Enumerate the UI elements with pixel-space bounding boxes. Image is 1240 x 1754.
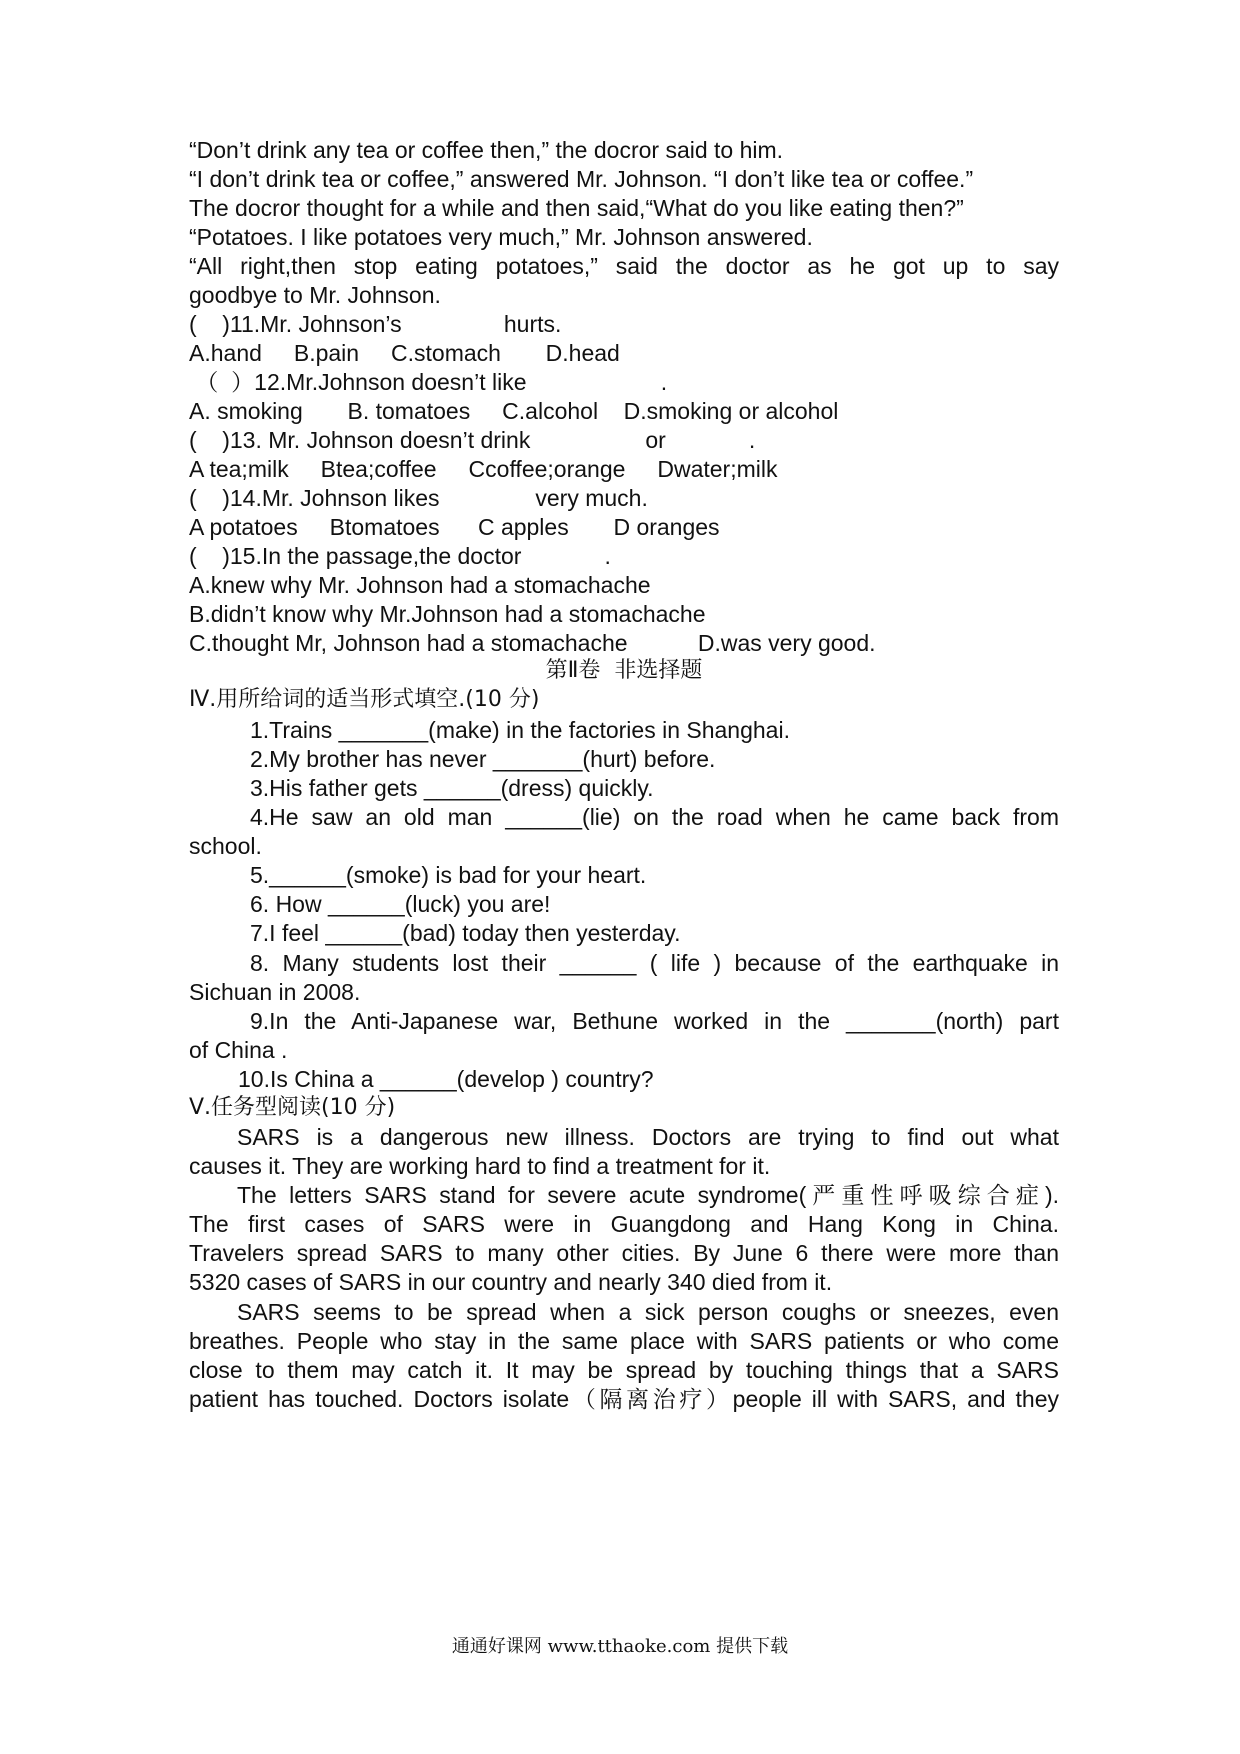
- fill-blank-item: 5.______(smoke) is bad for your heart.: [250, 862, 647, 888]
- fill-blank-item: 3.His father gets ______(dress) quickly.: [250, 775, 654, 801]
- question-15-stem: ( )15.In the passage,the doctor .: [189, 543, 611, 569]
- question-12-stem: （ ）12.Mr.Johnson doesn’t like .: [189, 369, 668, 395]
- fill-blank-item: 8. Many students lost their ______ ( life ) because of the earthquake in: [250, 950, 1059, 976]
- passage-line: “All right,then stop eating potatoes,” said the doctor as he got up to say: [189, 253, 1059, 279]
- question-11-stem: ( )11.Mr. Johnson’s hurts.: [189, 311, 562, 337]
- question-14-options: A potatoes Btomatoes C apples D oranges: [189, 514, 720, 540]
- fill-blank-item: 1.Trains _______(make) in the factories in Shanghai.: [250, 717, 790, 743]
- reading-line: SARS is a dangerous new illness. Doctors are trying to find out what: [237, 1124, 1059, 1150]
- question-11-options: A.hand B.pain C.stomach D.head: [189, 340, 620, 366]
- question-13-stem: ( )13. Mr. Johnson doesn’t drink or .: [189, 427, 756, 453]
- question-15-option-cd: C.thought Mr, Johnson had a stomachache D.was very good.: [189, 630, 876, 656]
- reading-line: SARS seems to be spread when a sick person coughs or sneezes, even: [237, 1299, 1059, 1325]
- reading-line: The letters SARS stand for severe acute syndrome(严重性呼吸综合症).: [237, 1182, 1059, 1208]
- question-15-option-a: A.knew why Mr. Johnson had a stomachache: [189, 572, 651, 598]
- question-14-stem: ( )14.Mr. Johnson likes very much.: [189, 485, 648, 511]
- fill-blank-item-continued: Sichuan in 2008.: [189, 979, 361, 1005]
- section-5-heading: Ⅴ.任务型阅读(10 分): [189, 1095, 396, 1120]
- reading-line: 5320 cases of SARS in our country and nearly 340 died from it.: [189, 1269, 833, 1295]
- fill-blank-item: 6. How ______(luck) you are!: [250, 891, 551, 917]
- reading-line: The first cases of SARS were in Guangdong and Hang Kong in China.: [189, 1211, 1059, 1237]
- reading-line: patient has touched. Doctors isolate（隔离治疗）people ill with SARS, and they: [189, 1386, 1059, 1412]
- passage-line: The docror thought for a while and then said,“What do you like eating then?”: [189, 195, 964, 221]
- fill-blank-item-continued: school.: [189, 833, 262, 859]
- reading-line: close to them may catch it. It may be spread by touching things that a SARS: [189, 1357, 1059, 1383]
- passage-line: “I don’t drink tea or coffee,” answered Mr. Johnson. “I don’t like tea or coffee.”: [189, 166, 974, 192]
- reading-line: causes it. They are working hard to find a treatment for it.: [189, 1153, 771, 1179]
- passage-line: “Potatoes. I like potatoes very much,” Mr. Johnson answered.: [189, 224, 813, 250]
- fill-blank-item-continued: of China .: [189, 1037, 288, 1063]
- section-4-heading: Ⅳ.用所给词的适当形式填空.(10 分): [189, 687, 540, 712]
- reading-line: breathes. People who stay in the same place with SARS patients or who come: [189, 1328, 1059, 1354]
- reading-line: Travelers spread SARS to many other cities. By June 6 there were more than: [189, 1240, 1059, 1266]
- passage-line: “Don’t drink any tea or coffee then,” the docror said to him.: [189, 137, 784, 163]
- fill-blank-item: 10.Is China a ______(develop ) country?: [238, 1066, 654, 1092]
- fill-blank-item: 9.In the Anti-Japanese war, Bethune worked in the _______(north) part: [250, 1008, 1059, 1034]
- passage-line: goodbye to Mr. Johnson.: [189, 282, 441, 308]
- fill-blank-item: 2.My brother has never _______(hurt) before.: [250, 746, 716, 772]
- fill-blank-item: 7.I feel ______(bad) today then yesterday.: [250, 920, 681, 946]
- fill-blank-item: 4.He saw an old man ______(lie) on the road when he came back from: [250, 804, 1059, 830]
- question-15-option-b: B.didn’t know why Mr.Johnson had a stomachache: [189, 601, 706, 627]
- part-2-title: 第Ⅱ卷 非选择题: [545, 658, 703, 683]
- question-12-options: A. smoking B. tomatoes C.alcohol D.smoking or alcohol: [189, 398, 839, 424]
- question-13-options: A tea;milk Btea;coffee Ccoffee;orange Dwater;milk: [189, 456, 778, 482]
- page-footer: 通通好课网 www.tthaoke.com 提供下载: [451, 1636, 789, 1657]
